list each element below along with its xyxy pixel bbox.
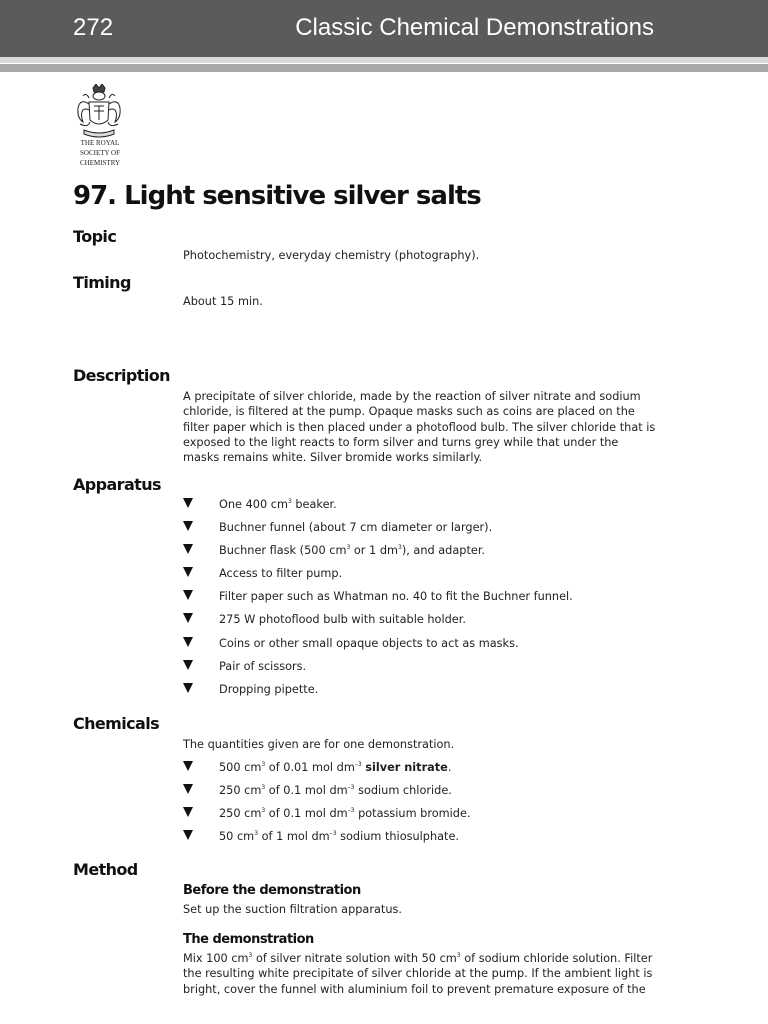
demonstration-heading: The demonstration xyxy=(183,932,314,947)
triangle-bullet-icon xyxy=(183,683,193,693)
triangle-bullet-icon xyxy=(183,784,193,794)
page-header xyxy=(0,0,768,57)
description-text: A precipitate of silver chloride, made by the reaction of silver nitrate and sodium chloride, is filtered at the pump. Opaque masks such as coins are placed on the filter paper which is then placed under a photoflood bulb. The silver chloride that is exposed to the light reacts to form silver and turns grey while that under the masks remains white. Silver bromide works similarly. xyxy=(183,390,656,465)
description-heading: Description xyxy=(73,366,170,385)
triangle-bullet-icon xyxy=(183,590,193,600)
triangle-bullet-icon xyxy=(183,521,193,531)
apparatus-heading: Apparatus xyxy=(73,475,161,494)
header-rule-dark xyxy=(0,64,768,72)
topic-heading: Topic xyxy=(73,227,117,246)
before-demonstration-text: Set up the suction filtration apparatus. xyxy=(183,903,402,916)
triangle-bullet-icon xyxy=(183,637,193,647)
triangle-bullet-icon xyxy=(183,830,193,840)
timing-heading: Timing xyxy=(73,273,131,292)
triangle-bullet-icon xyxy=(183,807,193,817)
chemicals-intro: The quantities given are for one demonstration. xyxy=(183,738,455,751)
triangle-bullet-icon xyxy=(183,660,193,670)
triangle-bullet-icon xyxy=(183,761,193,771)
timing-text: About 15 min. xyxy=(183,295,263,308)
triangle-bullet-icon xyxy=(183,498,193,508)
demonstration-text: Mix 100 $cm^3$ of silver nitrate solution with 50 $cm^3$ of sodium chloride solution. Filter the resulting white precipitate of silver chloride at the pump. If the ambient light is bright, cover the funnel with aluminium foil to prevent premature exposure of the xyxy=(183,952,653,996)
page-title: 97. Light sensitive silver salts xyxy=(73,181,481,211)
book-title: Classic Chemical Demonstrations xyxy=(295,14,654,41)
page-number: 272 xyxy=(73,14,114,41)
triangle-bullet-icon xyxy=(183,613,193,623)
method-heading: Method xyxy=(73,860,138,879)
triangle-bullet-icon xyxy=(183,544,193,554)
before-demonstration-heading: Before the demonstration xyxy=(183,883,361,898)
topic-text: Photochemistry, everyday chemistry (photography). xyxy=(183,249,480,262)
header-rule-light xyxy=(0,57,768,63)
royal-society-crest-logo xyxy=(74,84,124,140)
triangle-bullet-icon xyxy=(183,567,193,577)
chemicals-heading: Chemicals xyxy=(73,714,160,733)
society-name: THE ROYAL SOCIETY OF CHEMISTRY xyxy=(79,139,121,167)
